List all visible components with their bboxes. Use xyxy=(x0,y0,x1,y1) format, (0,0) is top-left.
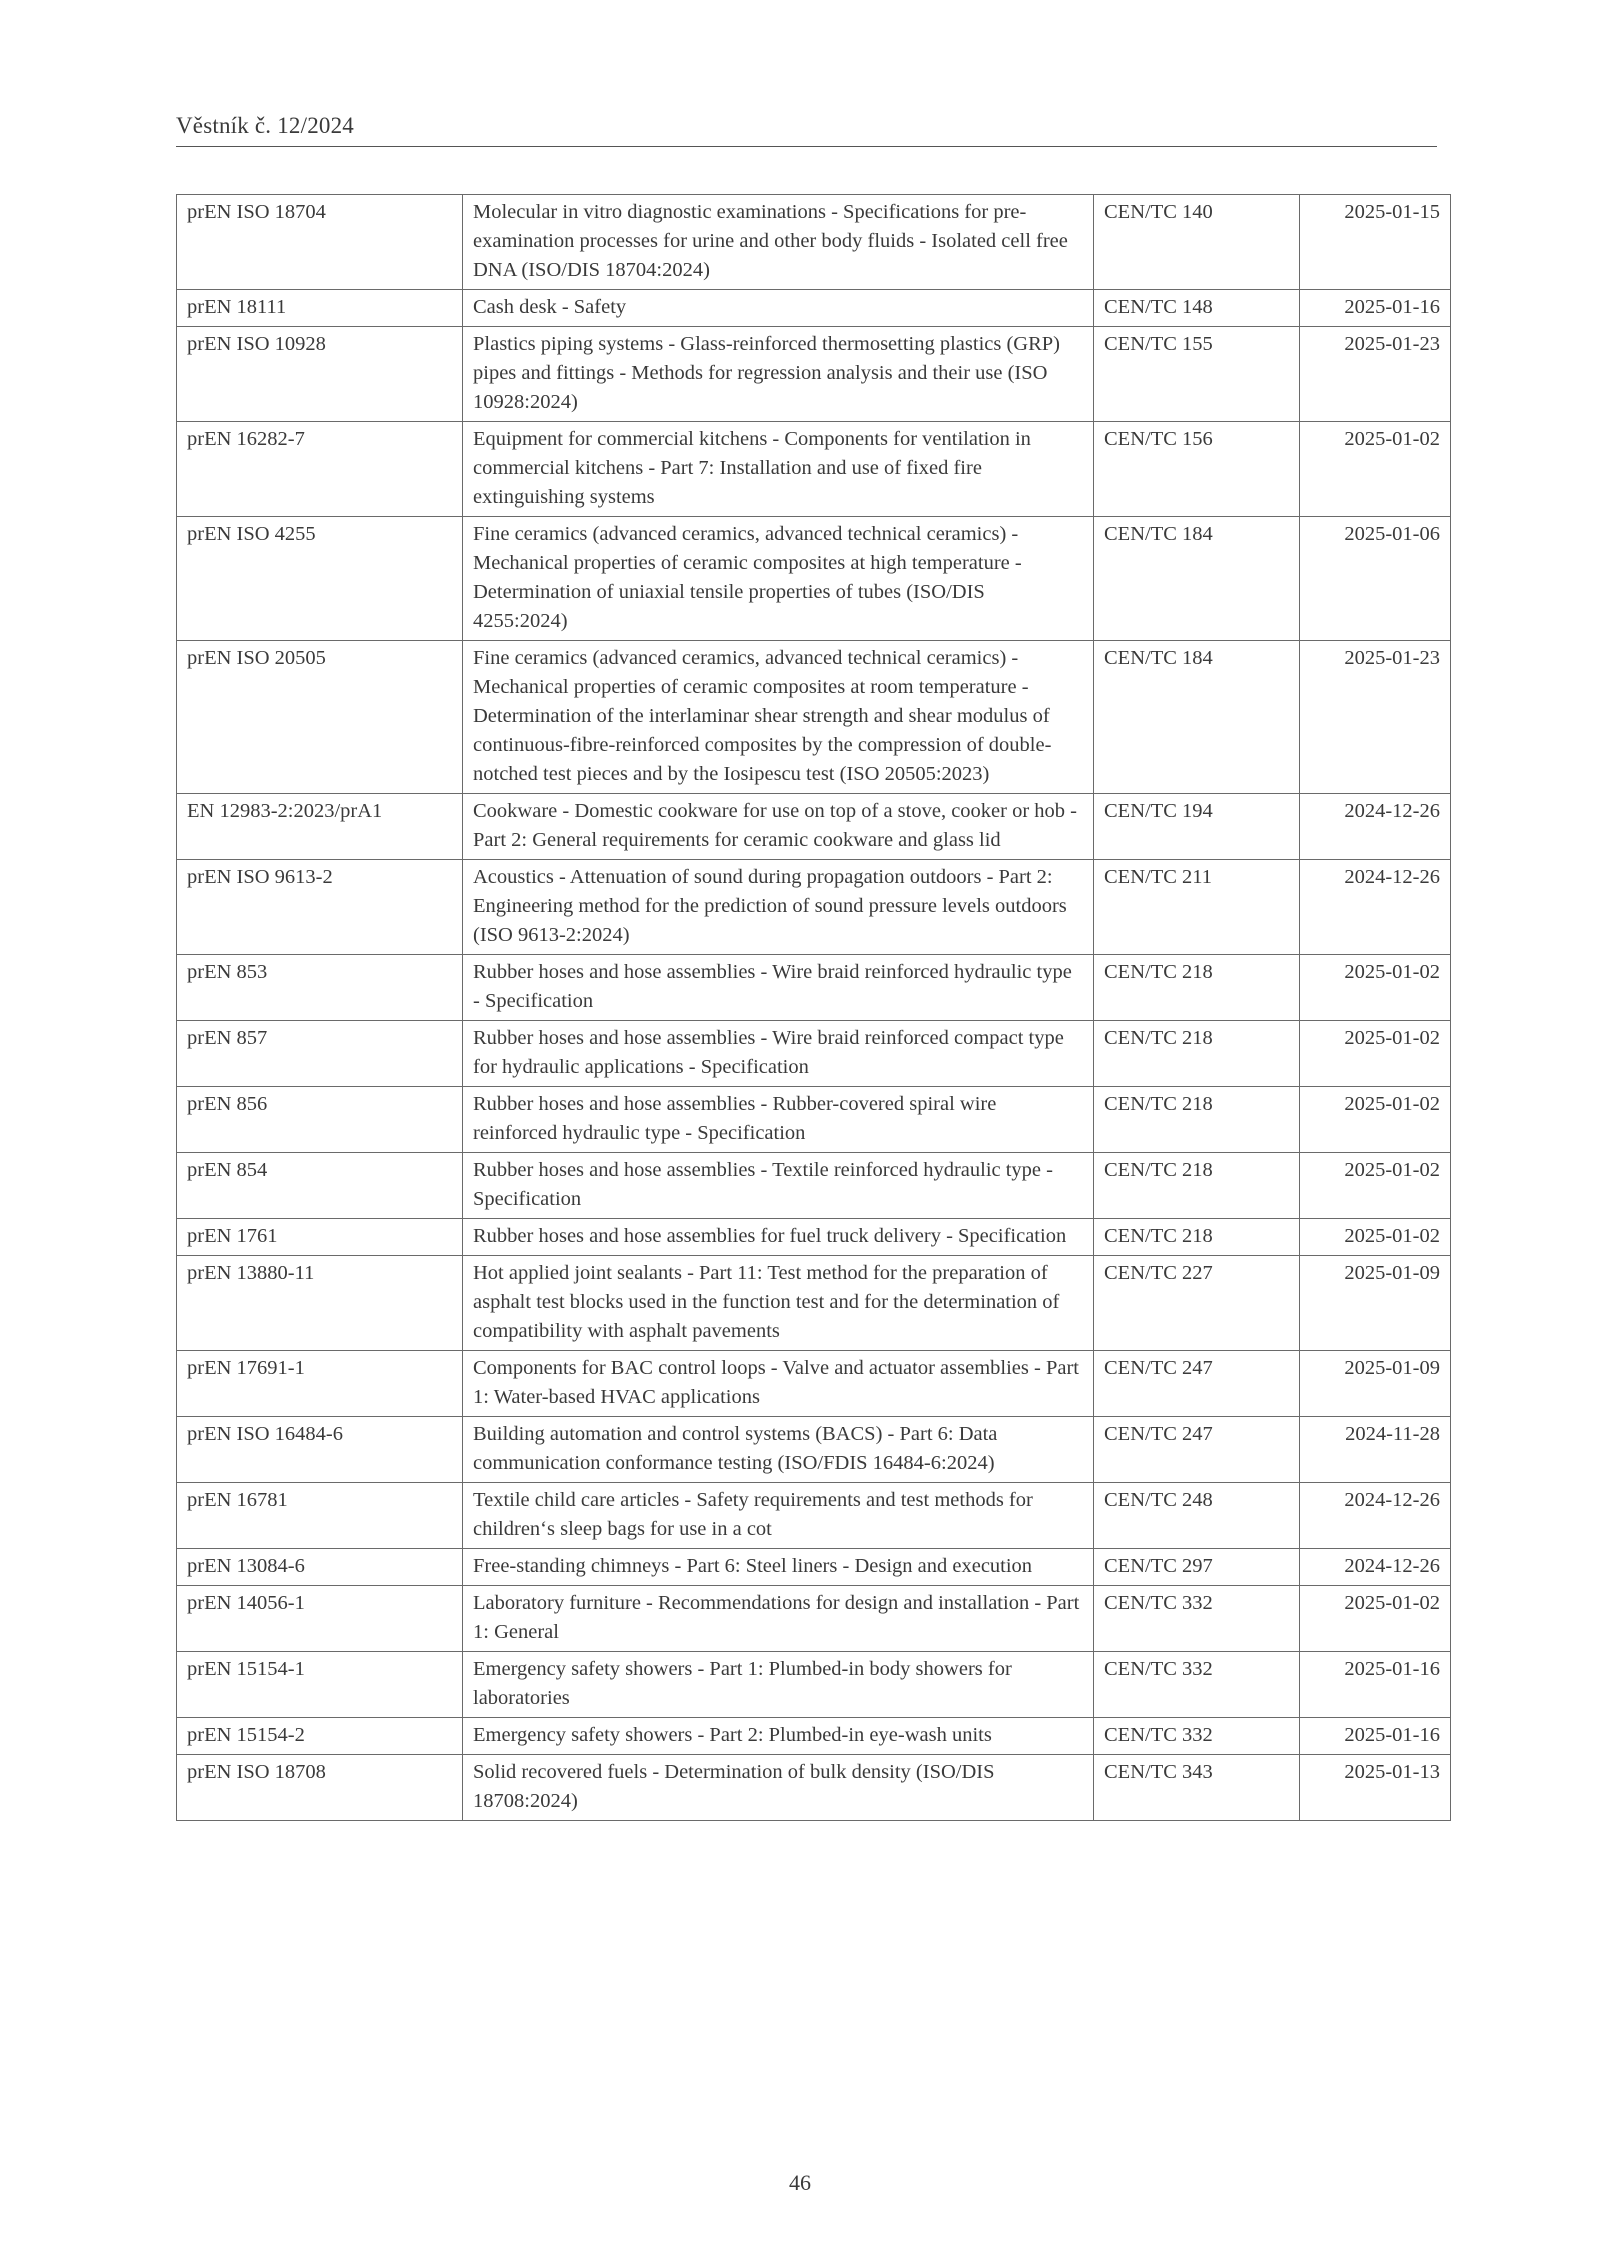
standard-title: Emergency safety showers - Part 2: Plumbed-in eye-wash units xyxy=(463,1718,1094,1755)
deadline-date: 2024-12-26 xyxy=(1300,860,1451,955)
deadline-date: 2024-12-26 xyxy=(1300,1483,1451,1549)
standard-code: prEN 15154-1 xyxy=(177,1652,463,1718)
standard-title: Free-standing chimneys - Part 6: Steel liners - Design and execution xyxy=(463,1549,1094,1586)
deadline-date: 2024-12-26 xyxy=(1300,1549,1451,1586)
standard-title: Emergency safety showers - Part 1: Plumbed-in body showers for laboratories xyxy=(463,1652,1094,1718)
table-row xyxy=(177,1586,1451,1652)
standard-title: Equipment for commercial kitchens - Components for ventilation in commercial kitchens - Part 7: Installation and use of fixed fire extinguishing systems xyxy=(463,422,1094,517)
standard-title: Solid recovered fuels - Determination of bulk density (ISO/DIS 18708:2024) xyxy=(463,1755,1094,1821)
standard-code: prEN 15154-2 xyxy=(177,1718,463,1755)
table-row xyxy=(177,641,1451,794)
deadline-date: 2025-01-02 xyxy=(1300,1021,1451,1087)
technical-committee: CEN/TC 247 xyxy=(1094,1417,1300,1483)
deadline-date: 2025-01-13 xyxy=(1300,1755,1451,1821)
technical-committee: CEN/TC 227 xyxy=(1094,1256,1300,1351)
deadline-date: 2025-01-23 xyxy=(1300,641,1451,794)
standard-code: prEN 18111 xyxy=(177,290,463,327)
technical-committee: CEN/TC 218 xyxy=(1094,1087,1300,1153)
technical-committee: CEN/TC 156 xyxy=(1094,422,1300,517)
standard-title: Rubber hoses and hose assemblies - Rubber-covered spiral wire reinforced hydraulic type - Specification xyxy=(463,1087,1094,1153)
standard-title: Rubber hoses and hose assemblies - Wire braid reinforced compact type for hydraulic applications - Specification xyxy=(463,1021,1094,1087)
table-row xyxy=(177,1021,1451,1087)
deadline-date: 2025-01-02 xyxy=(1300,1219,1451,1256)
deadline-date: 2025-01-15 xyxy=(1300,195,1451,290)
standard-code: EN 12983-2:2023/prA1 xyxy=(177,794,463,860)
standard-title: Hot applied joint sealants - Part 11: Test method for the preparation of asphalt test blocks used in the function test and for the determination of compatibility with asphalt pavements xyxy=(463,1256,1094,1351)
standard-code: prEN 853 xyxy=(177,955,463,1021)
standard-title: Textile child care articles - Safety requirements and test methods for children‘s sleep bags for use in a cot xyxy=(463,1483,1094,1549)
technical-committee: CEN/TC 184 xyxy=(1094,641,1300,794)
standard-code: prEN 14056-1 xyxy=(177,1586,463,1652)
standard-title: Fine ceramics (advanced ceramics, advanced technical ceramics) - Mechanical properties of ceramic composites at high temperature - Determination of uniaxial tensile properties of tubes (ISO/DIS 4255:2024) xyxy=(463,517,1094,641)
table-row xyxy=(177,1351,1451,1417)
deadline-date: 2025-01-16 xyxy=(1300,1718,1451,1755)
standards-table xyxy=(176,194,1451,1821)
table-row xyxy=(177,195,1451,290)
deadline-date: 2025-01-02 xyxy=(1300,1586,1451,1652)
standard-code: prEN 13084-6 xyxy=(177,1549,463,1586)
standard-title: Fine ceramics (advanced ceramics, advanced technical ceramics) - Mechanical properties of ceramic composites at room temperature - Determination of the interlaminar shear strength and shear modulus of continuous-fibre-reinforced composites by the compression of double-notched test pieces and by the Iosipescu test (ISO 20505:2023) xyxy=(463,641,1094,794)
deadline-date: 2025-01-02 xyxy=(1300,1153,1451,1219)
table-row xyxy=(177,1256,1451,1351)
standard-code: prEN ISO 9613-2 xyxy=(177,860,463,955)
technical-committee: CEN/TC 218 xyxy=(1094,1153,1300,1219)
table-row xyxy=(177,517,1451,641)
standard-code: prEN 857 xyxy=(177,1021,463,1087)
technical-committee: CEN/TC 248 xyxy=(1094,1483,1300,1549)
table-row xyxy=(177,1755,1451,1821)
deadline-date: 2025-01-09 xyxy=(1300,1256,1451,1351)
standard-code: prEN ISO 10928 xyxy=(177,327,463,422)
page-header xyxy=(176,112,1437,147)
technical-committee: CEN/TC 218 xyxy=(1094,955,1300,1021)
table-row xyxy=(177,860,1451,955)
table-row xyxy=(177,1652,1451,1718)
deadline-date: 2025-01-02 xyxy=(1300,422,1451,517)
standard-code: prEN ISO 16484-6 xyxy=(177,1417,463,1483)
table-row xyxy=(177,955,1451,1021)
table-row xyxy=(177,1219,1451,1256)
standard-code: prEN ISO 18708 xyxy=(177,1755,463,1821)
standard-code: prEN 856 xyxy=(177,1087,463,1153)
table-row xyxy=(177,1153,1451,1219)
standard-code: prEN 16282-7 xyxy=(177,422,463,517)
deadline-date: 2025-01-02 xyxy=(1300,1087,1451,1153)
table-row xyxy=(177,1483,1451,1549)
standard-title: Molecular in vitro diagnostic examinations - Specifications for pre-examination processes for urine and other body fluids - Isolated cell free DNA (ISO/DIS 18704:2024) xyxy=(463,195,1094,290)
technical-committee: CEN/TC 332 xyxy=(1094,1718,1300,1755)
standard-code: prEN ISO 20505 xyxy=(177,641,463,794)
standard-title: Acoustics - Attenuation of sound during propagation outdoors - Part 2: Engineering method for the prediction of sound pressure levels outdoors (ISO 9613-2:2024) xyxy=(463,860,1094,955)
standard-title: Building automation and control systems (BACS) - Part 6: Data communication conformance testing (ISO/FDIS 16484-6:2024) xyxy=(463,1417,1094,1483)
technical-committee: CEN/TC 194 xyxy=(1094,794,1300,860)
standard-code: prEN 16781 xyxy=(177,1483,463,1549)
table-row xyxy=(177,1549,1451,1586)
deadline-date: 2025-01-16 xyxy=(1300,1652,1451,1718)
deadline-date: 2024-11-28 xyxy=(1300,1417,1451,1483)
page-number: 46 xyxy=(789,2170,811,2195)
table-row xyxy=(177,1087,1451,1153)
standard-code: prEN 1761 xyxy=(177,1219,463,1256)
standard-code: prEN ISO 18704 xyxy=(177,195,463,290)
technical-committee: CEN/TC 332 xyxy=(1094,1586,1300,1652)
standard-code: prEN 17691-1 xyxy=(177,1351,463,1417)
standard-title: Rubber hoses and hose assemblies for fuel truck delivery - Specification xyxy=(463,1219,1094,1256)
standard-title: Laboratory furniture - Recommendations for design and installation - Part 1: General xyxy=(463,1586,1094,1652)
standard-title: Rubber hoses and hose assemblies - Wire braid reinforced hydraulic type - Specification xyxy=(463,955,1094,1021)
table-row xyxy=(177,1718,1451,1755)
deadline-date: 2025-01-16 xyxy=(1300,290,1451,327)
technical-committee: CEN/TC 211 xyxy=(1094,860,1300,955)
table-row xyxy=(177,422,1451,517)
technical-committee: CEN/TC 148 xyxy=(1094,290,1300,327)
table-row xyxy=(177,1417,1451,1483)
standard-title: Cash desk - Safety xyxy=(463,290,1094,327)
technical-committee: CEN/TC 140 xyxy=(1094,195,1300,290)
standard-title: Rubber hoses and hose assemblies - Textile reinforced hydraulic type - Specification xyxy=(463,1153,1094,1219)
deadline-date: 2025-01-23 xyxy=(1300,327,1451,422)
technical-committee: CEN/TC 155 xyxy=(1094,327,1300,422)
standard-title: Plastics piping systems - Glass-reinforced thermosetting plastics (GRP) pipes and fittings - Methods for regression analysis and their use (ISO 10928:2024) xyxy=(463,327,1094,422)
standard-title: Cookware - Domestic cookware for use on top of a stove, cooker or hob - Part 2: General requirements for ceramic cookware and glass lid xyxy=(463,794,1094,860)
table-row xyxy=(177,794,1451,860)
deadline-date: 2024-12-26 xyxy=(1300,794,1451,860)
table-row xyxy=(177,290,1451,327)
deadline-date: 2025-01-09 xyxy=(1300,1351,1451,1417)
technical-committee: CEN/TC 247 xyxy=(1094,1351,1300,1417)
technical-committee: CEN/TC 297 xyxy=(1094,1549,1300,1586)
standard-title: Components for BAC control loops - Valve and actuator assemblies - Part 1: Water-based HVAC applications xyxy=(463,1351,1094,1417)
deadline-date: 2025-01-02 xyxy=(1300,955,1451,1021)
technical-committee: CEN/TC 332 xyxy=(1094,1652,1300,1718)
standard-code: prEN ISO 4255 xyxy=(177,517,463,641)
standards-table-body xyxy=(177,195,1451,1821)
technical-committee: CEN/TC 218 xyxy=(1094,1021,1300,1087)
table-row xyxy=(177,327,1451,422)
standard-code: prEN 854 xyxy=(177,1153,463,1219)
technical-committee: CEN/TC 184 xyxy=(1094,517,1300,641)
journal-title: Věstník č. 12/2024 xyxy=(176,113,354,138)
standard-code: prEN 13880-11 xyxy=(177,1256,463,1351)
deadline-date: 2025-01-06 xyxy=(1300,517,1451,641)
technical-committee: CEN/TC 343 xyxy=(1094,1755,1300,1821)
technical-committee: CEN/TC 218 xyxy=(1094,1219,1300,1256)
